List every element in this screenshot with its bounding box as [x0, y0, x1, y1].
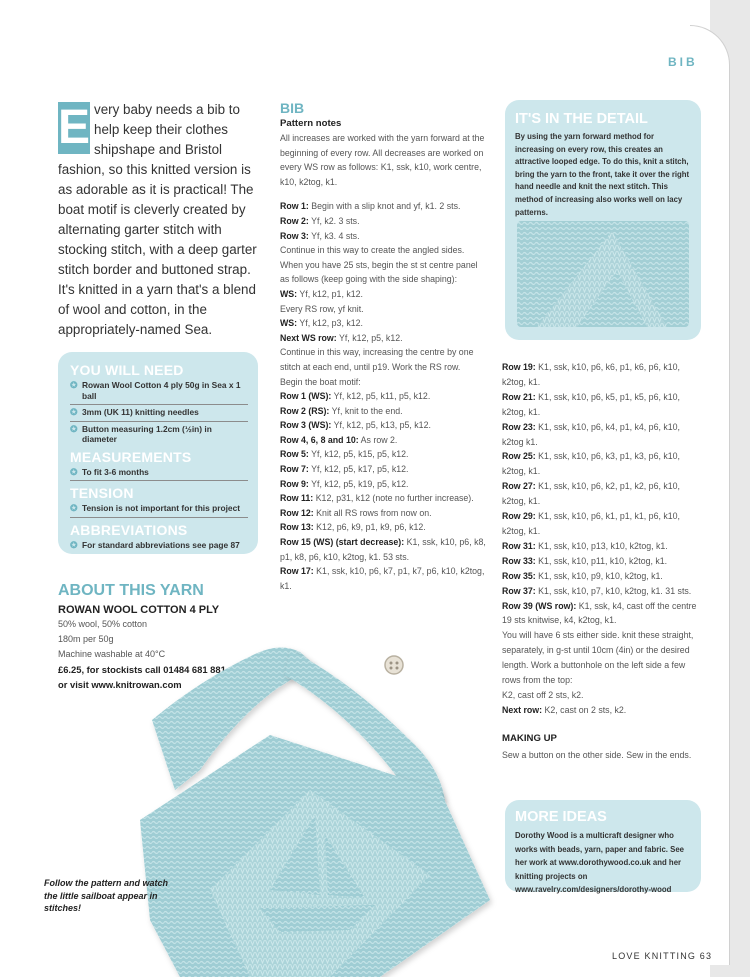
pattern-row: Row 4, 6, 8 and 10: As row 2. [280, 434, 398, 445]
pattern-row: WS: Yf, k12, p3, k12. [280, 318, 363, 329]
star-bullet-icon: ✪ [70, 380, 78, 390]
pattern-row: Row 3 (WS): Yf, k12, p5, k13, p5, k12. [280, 420, 431, 431]
pattern-row: Row 5: Yf, k12, p5, k15, p5, k12. [280, 449, 409, 460]
pattern-row: Next WS row: Yf, k12, p5, k12. [280, 332, 403, 343]
photo-caption: Follow the pattern and watch the little sailboat appear in stitches! [44, 878, 169, 913]
detail-heading: IT'S IN THE DETAIL [515, 111, 648, 127]
divider [70, 480, 248, 481]
about-yarn-heading: ABOUT THIS YARN [58, 582, 204, 599]
pattern-instruction: K2, cast off 2 sts, k2. [502, 689, 584, 700]
tension-item: ✪ Tension is not important for this project [70, 503, 241, 513]
pattern-row: Row 25: K1, ssk, k10, p6, k3, p1, k3, p6, k10, k2tog, k1. [502, 451, 680, 477]
need-item: ✪ Rowan Wool Cotton 4 ply 50g in Sea x 1 ball [70, 380, 241, 401]
pattern-instruction: Continue in this way to create the angled sides. When you have 25 sts, begin the st st centre panel as follows (keep going with the side shaping): [280, 245, 478, 285]
star-bullet-icon: ✪ [70, 407, 78, 417]
star-bullet-icon: ✪ [70, 423, 78, 434]
pattern-notes-heading: Pattern notes [280, 118, 342, 129]
making-up-heading: MAKING UP [502, 733, 557, 744]
pattern-row: Row 9: Yf, k12, p5, k19, p5, k12. [280, 478, 409, 489]
yarn-detail: 180m per 50g [58, 634, 114, 644]
divider [70, 517, 248, 518]
more-ideas-heading: MORE IDEAS [515, 809, 607, 825]
section-tag: BIB [668, 55, 698, 69]
divider [70, 404, 248, 405]
yarn-name: ROWAN WOOL COTTON 4 PLY [58, 604, 220, 616]
pattern-row: Row 23: K1, ssk, k10, p6, k4, p1, k4, p6, k10, k2tog k1. [502, 421, 680, 447]
pattern-row: Row 15 (WS) (start decrease): K1, ssk, k10, p6, k8, p1, k8, p6, k10, k2tog, k1. 53 sts. [280, 537, 486, 562]
pattern-row: Row 29: K1, ssk, k10, p6, k1, p1, k1, p6, k10, k2tog, k1. [502, 511, 680, 536]
pattern-row: Row 2: Yf, k2. 3 sts. [280, 215, 360, 226]
more-ideas-panel [505, 800, 701, 895]
pattern-row: Row 3: Yf, k3. 4 sts. [280, 230, 360, 241]
pattern-instruction: You will have 6 sts either side. knit these straight, separately, in g-st until 10cm (4in) or the desired length. Work a buttonhole on the left side a few rows from the top: [502, 630, 694, 686]
pattern-column-right [502, 360, 698, 718]
pattern-row: Row 2 (RS): Yf, knit to the end. [280, 405, 403, 416]
yarn-detail: 50% wool, 50% cotton [58, 619, 148, 629]
yarn-detail: Machine washable at 40°C [58, 649, 166, 659]
you-will-need-panel [58, 352, 258, 554]
yarn-price-line: £6.25, for stockists call 01484 681 881 [58, 664, 226, 675]
yarn-web-line: or visit www.knitrowan.com [58, 679, 182, 690]
pattern-row: Row 13: K12, p6, k9, p1, k9, p6, k12. [280, 522, 426, 533]
pattern-instruction: Every RS row, yf knit. [280, 303, 364, 314]
you-will-need-heading: YOU WILL NEED [70, 362, 184, 378]
pattern-row: Row 12: Knit all RS rows from now on. [280, 507, 432, 518]
abbreviations-item: ✪ For standard abbreviations see page 87 [70, 539, 240, 550]
pattern-row: Row 31: K1, ssk, k10, p13, k10, k2tog, k1. [502, 540, 668, 551]
intro-text: very baby needs a bib to help keep their clothes shipshape and Bristol fashion, so this knitted version is as adorable as it is practical! The boat motif is cleverly created by alternating garter stitch with stocking stitch, with a deep garter stitch border and buttoned strap. It's knitted in a yarn that's a blend of wool and cotton, in the appropriately-named Sea. [58, 102, 257, 337]
pattern-row: Row 17: K1, ssk, k10, p6, k7, p1, k7, p6, k10, k2tog, k1. [280, 566, 485, 591]
pattern-row: Row 27: K1, ssk, k10, p6, k2, p1, k2, p6, k10, k2tog, k1. [502, 481, 680, 507]
pattern-row: Row 37: K1, ssk, k10, p7, k10, k2tog, k1. 31 sts. [502, 585, 692, 596]
more-ideas-text: Dorothy Wood is a multicraft designer who works with beads, yarn, paper and fabric. See her work at www.dorothywood.co.uk and her knitting projects on www.ravelry.com/designers/dorothy-wood [515, 831, 684, 895]
measurements-item: ✪ To fit 3-6 months [70, 466, 149, 477]
pattern-row: Row 35: K1, ssk, k10, p9, k10, k2tog, k1. [502, 570, 663, 581]
pattern-row: Next row: K2, cast on 2 sts, k2. [502, 704, 627, 715]
knitted-bib-photo [140, 640, 500, 977]
pattern-row: WS: Yf, k12, p1, k12. [280, 288, 363, 299]
making-up-text: Sew a button on the other side. Sew in the ends. [502, 750, 692, 760]
pattern-row: Row 21: K1, ssk, k10, p6, k5, p1, k5, p6, k10, k2tog, k1. [502, 391, 680, 417]
pattern-instruction: Continue in this way, increasing the centre by one stitch at each end, until p19. Work the RS row. [280, 347, 474, 372]
need-item: ✪ Button measuring 1.2cm (½in) in diameter [70, 423, 212, 444]
pattern-row: Row 33: K1, ssk, k10, p11, k10, k2tog, k1. [502, 555, 668, 566]
star-bullet-icon: ✪ [70, 466, 78, 477]
star-bullet-icon: ✪ [70, 539, 78, 550]
knit-closeup-photo [517, 221, 689, 327]
star-bullet-icon: ✪ [70, 503, 78, 513]
drop-cap: E [58, 101, 91, 154]
pattern-heading: BIB [280, 100, 305, 116]
divider [70, 421, 248, 422]
need-item: ✪ 3mm (UK 11) knitting needles [70, 407, 199, 417]
pattern-instruction: Begin the boat motif: [280, 376, 361, 387]
pattern-row: Row 1: Begin with a slip knot and yf, k1. 2 sts. [280, 201, 461, 212]
measurements-heading: MEASUREMENTS [70, 448, 192, 465]
pattern-row: Row 1 (WS): Yf, k12, p5, k11, p5, k12. [280, 391, 431, 402]
detail-panel [505, 100, 701, 340]
detail-text: By using the yarn forward method for increasing on every row, this creates an attractive looped edge. To do this, knit a stitch, bring the yarn to the front, take it over the right hand needle and knit the next stitch. This method of increasing also works well on lacy patterns. [515, 132, 690, 217]
tension-heading: TENSION [70, 485, 134, 501]
pattern-row: Row 7: Yf, k12, p5, k17, p5, k12. [280, 464, 409, 475]
pattern-column [280, 100, 488, 593]
pattern-notes: All increases are worked with the yarn forward at the beginning of every row. All decreases are worked on every WS row as follows: K1, ssk, k10, work centre, k10, k2tog, k1. [280, 133, 485, 187]
abbreviations-heading: ABBREVIATIONS [70, 521, 188, 538]
pattern-row: Row 39 (WS row): K1, ssk, k4, cast off the centre 19 sts knitwise, k4, k2tog, k1. [502, 600, 697, 626]
intro-paragraph [58, 100, 268, 340]
pattern-row: Row 19: K1, ssk, k10, p6, k6, p1, k6, p6, k10, k2tog, k1. [502, 362, 680, 387]
pattern-row: Row 11: K12, p31, k12 (note no further increase). [280, 493, 474, 504]
page-footer: LOVE KNITTING 63 [612, 951, 713, 961]
